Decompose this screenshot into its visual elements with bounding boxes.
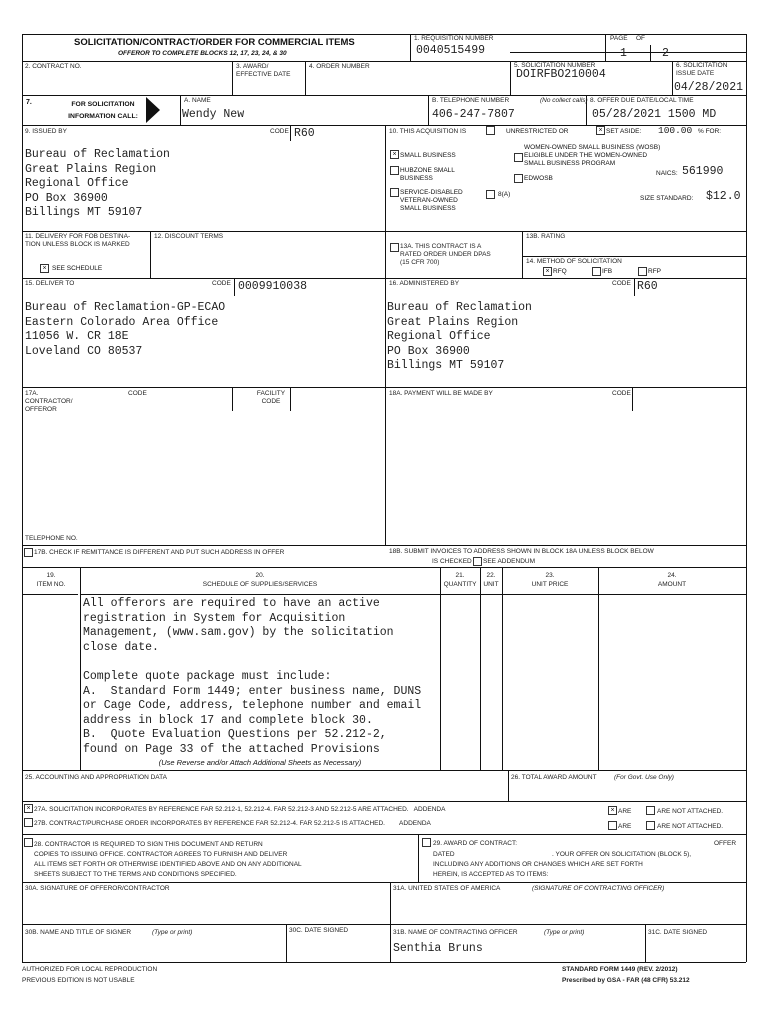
27a-are-not-checkbox[interactable] — [646, 806, 655, 815]
unrestricted-checkbox[interactable] — [486, 126, 495, 135]
administered-by-code[interactable]: R60 — [637, 280, 658, 293]
deliver-to-address: Bureau of Reclamation-GP-ECAO Eastern Colorado Area Office 11056 W. CR 18E Loveland CO 80537 — [25, 301, 226, 358]
solicitation-number-label: 5. SOLICITATION NUMBER — [514, 62, 596, 69]
8a-label: 8(A) — [498, 191, 511, 198]
issue-date[interactable]: 04/28/2021 — [674, 81, 744, 94]
form-title: SOLICITATION/CONTRACT/ORDER FOR COMMERCIAL ITEMS — [74, 37, 355, 48]
28-checkbox[interactable] — [24, 838, 33, 847]
col-21-num: 21. — [455, 572, 465, 579]
naics-code[interactable]: 561990 — [682, 165, 724, 178]
of-label: OF — [636, 35, 646, 42]
27a-are-not-label: ARE NOT ATTACHED. — [657, 808, 724, 815]
contractor-code-label: CODE — [128, 390, 147, 397]
rated-order-label: 13A. THIS CONTRACT IS A RATED ORDER UNDER DPAS (15 CFR 700) — [400, 243, 491, 266]
size-standard[interactable]: $12.0 — [706, 190, 741, 203]
form-number: STANDARD FORM 1449 (REV. 2/2012) — [562, 966, 678, 973]
small-business-checkbox[interactable]: × — [390, 150, 399, 159]
unrestricted-label: UNRESTRICTED OR — [506, 128, 569, 135]
col-item-no: ITEM NO. — [36, 581, 66, 588]
administered-by-address: Bureau of Reclamation Great Plains Region Regional Office PO Box 36900 Billings MT 59107 — [387, 301, 532, 372]
8a-checkbox[interactable] — [486, 190, 495, 199]
sdvosb-label: SERVICE-DISABLED VETERAN-OWNED SMALL BUSINESS — [400, 189, 463, 212]
set-aside-label: SET ASIDE: — [606, 128, 642, 135]
solicitation-info-label: FOR SOLICITATION INFORMATION CALL: — [68, 101, 138, 120]
administered-by-code-label: CODE — [612, 280, 631, 287]
issue-date-label: 6. SOLICITATION ISSUE DATE — [676, 62, 728, 77]
offer-due-date[interactable]: 05/28/2021 1500 MD — [592, 108, 717, 121]
solicitation-number[interactable]: DOIRFBO210004 — [516, 68, 606, 81]
see-addendum-label: SEE ADDENDUM — [483, 558, 536, 565]
acquisition-label: 10. THIS ACQUISITION IS — [389, 128, 467, 135]
method-label: 14. METHOD OF SOLICITATION — [526, 258, 622, 265]
previous-edition: PREVIOUS EDITION IS NOT USABLE — [22, 977, 135, 984]
facility-code-label: FACILITY CODE — [256, 390, 286, 405]
herein-label: HEREIN, IS ACCEPTED AS TO ITEMS: — [433, 871, 549, 878]
payment-code-label: CODE — [612, 390, 631, 397]
arrow-right-icon — [146, 97, 160, 123]
page-number: 1 — [620, 47, 627, 60]
rfq-label: RFQ — [553, 268, 567, 275]
27b-are-checkbox[interactable] — [608, 821, 617, 830]
award-contract-label: 29. AWARD OF CONTRACT: — [433, 840, 518, 847]
rfq-checkbox[interactable]: × — [543, 267, 552, 276]
form-subtitle: OFFEROR TO COMPLETE BLOCKS 12, 17, 23, 24, & 30 — [118, 50, 287, 57]
27b-label: 27B. CONTRACT/PURCHASE ORDER INCORPORATES BY REFERENCE FAR 52.212-4. FAR 52.212-5 IS ATTACHED. ADDENDA — [34, 820, 431, 827]
award-date-label: 3. AWARD/ EFFECTIVE DATE — [236, 63, 291, 78]
27a-label: 27A. SOLICITATION INCORPORATES BY REFERENCE FAR 52.212-1, 52.212-4. FAR 52.212-3 AND 52.212-5 ARE ATTACHED. ADDENDA — [34, 806, 446, 813]
rfp-label: RFP — [648, 268, 661, 275]
date-signed-label: 30C. DATE SIGNED — [289, 927, 349, 934]
name-label: A. NAME — [184, 97, 211, 104]
including-label: INCLUDING ANY ADDITIONS OR CHANGES WHICH ARE SET FORTH — [433, 861, 643, 868]
signer-name-note: (Type or print) — [152, 929, 193, 936]
col-unit: UNIT — [483, 581, 499, 588]
col-20-num: 20. — [255, 572, 265, 579]
us-america-note: (SIGNATURE OF CONTRACTING OFFICER) — [532, 885, 665, 892]
small-business-label: SMALL BUSINESS — [400, 152, 456, 159]
delivery-label: 11. DELIVERY FOR FOB DESTINA- TION UNLESS BLOCK IS MARKED — [25, 233, 131, 248]
wosb-checkbox[interactable] — [514, 153, 523, 162]
col-23-num: 23. — [545, 572, 555, 579]
offer-due-label: 8. OFFER DUE DATE/LOCAL TIME — [590, 97, 694, 104]
rfp-checkbox[interactable] — [638, 267, 647, 276]
contact-name[interactable]: Wendy New — [182, 108, 245, 121]
27a-are-label: ARE — [618, 808, 632, 815]
sdvosb-checkbox[interactable] — [390, 188, 399, 197]
rated-order-checkbox[interactable] — [390, 243, 399, 252]
total-award-note: (For Govt. Use Only) — [614, 774, 674, 781]
dated-label: DATED — [433, 851, 455, 858]
issued-by-code-label: CODE — [270, 128, 289, 135]
requisition-number[interactable]: 0040515499 — [416, 44, 486, 57]
col-quantity: QUANTITY — [443, 581, 477, 588]
col-24-num: 24. — [667, 572, 677, 579]
29-checkbox[interactable] — [422, 838, 431, 847]
edwosb-checkbox[interactable] — [514, 174, 523, 183]
remittance-checkbox[interactable] — [24, 548, 33, 557]
schedule-description: All offerors are required to have an active registration in System for Acquisition Management, (www.sam.gov) by the solicitation close date. Complete quote package must include: A. Standard Form 1449; enter business name, DUNS or Cage Code, address, telephone number and email address in block 17 and complete block 30. B. Quote Evaluation Questions per 52.212-2, found on Page 33 of the attached Provisions — [83, 597, 422, 756]
rating-label: 13B. RATING — [526, 233, 566, 240]
your-offer-label: . YOUR OFFER ON SOLICITATION (BLOCK 5), — [552, 851, 692, 858]
col-22-num: 22. — [486, 572, 496, 579]
ifb-checkbox[interactable] — [592, 267, 601, 276]
contractor-label: 17A. CONTRACTOR/ OFFEROR — [25, 390, 73, 413]
contact-phone[interactable]: 406-247-7807 — [432, 108, 515, 121]
percent-for-label: % FOR: — [698, 128, 722, 135]
col-schedule: SCHEDULE OF SUPPLIES/SERVICES — [202, 581, 318, 588]
size-standard-label: SIZE STANDARD: — [640, 195, 694, 202]
signer-name-label: 30B. NAME AND TITLE OF SIGNER — [25, 929, 132, 936]
wosb-label: WOMEN-OWNED SMALL BUSINESS (WOSB) ELIGIBLE UNDER THE WOMEN-OWNED SMALL BUSINESS PROGRAM — [524, 144, 661, 167]
administered-by-label: 16. ADMINISTERED BY — [389, 280, 460, 287]
prescribed-by: Prescribed by GSA - FAR (48 CFR) 53.212 — [562, 977, 690, 984]
27b-are-not-label: ARE NOT ATTACHED. — [657, 823, 724, 830]
page-label: PAGE — [610, 35, 628, 42]
requisition-label: 1. REQUISITION NUMBER — [414, 35, 494, 42]
edwosb-label: EDWOSB — [524, 175, 553, 182]
accounting-label: 25. ACCOUNTING AND APPROPRIATION DATA — [25, 774, 167, 781]
27a-checkbox[interactable]: × — [24, 804, 33, 813]
set-aside-checkbox[interactable]: × — [596, 126, 605, 135]
col-unit-price: UNIT PRICE — [531, 581, 569, 588]
27b-checkbox[interactable] — [24, 818, 33, 827]
signature-label: 30A. SIGNATURE OF OFFEROR/CONTRACTOR — [25, 885, 170, 892]
28-text: 28. CONTRACTOR IS REQUIRED TO SIGN THIS DOCUMENT AND RETURN COPIES TO ISSUING OFFICE. CONTRACTOR AGREES TO FURNISH AND DELIVER ALL ITEMS SET FORTH OR OTHERWISE IDENTIFIED ABOVE AND ON ANY ADDITIONAL SHEETS SUBJECT TO THE TERMS AND CONDITIONS SPECIFIED. — [34, 841, 302, 878]
contracting-officer-name[interactable]: Senthia Bruns — [393, 942, 483, 955]
submit-invoices-label: 18B. SUBMIT INVOICES TO ADDRESS SHOWN IN BLOCK 18A UNLESS BLOCK BELOW — [389, 548, 654, 555]
27b-are-not-checkbox[interactable] — [646, 821, 655, 830]
naics-label: NAICS: — [656, 170, 678, 177]
set-aside-percent[interactable]: 100.00 — [658, 125, 693, 136]
reverse-note: (Use Reverse and/or Attach Additional Sheets as Necessary) — [158, 758, 362, 767]
see-schedule-label: SEE SCHEDULE — [52, 265, 103, 272]
telephone-label: B. TELEPHONE NUMBER — [432, 97, 510, 104]
deliver-to-label: 15. DELIVER TO — [25, 280, 75, 287]
col-amount: AMOUNT — [657, 581, 687, 588]
27b-are-label: ARE — [618, 823, 632, 830]
contract-no-label: 2. CONTRACT NO. — [25, 63, 82, 70]
order-number-label: 4. ORDER NUMBER — [309, 63, 370, 70]
discount-terms-label: 12. DISCOUNT TERMS — [154, 233, 224, 240]
27a-are-checkbox[interactable]: × — [608, 806, 617, 815]
deliver-to-code[interactable]: 0009910038 — [238, 280, 308, 293]
no-collect-note: (No collect calls) — [540, 97, 588, 104]
remittance-label: 17B. CHECK IF REMITTANCE IS DIFFERENT AND PUT SUCH ADDRESS IN OFFER — [34, 549, 285, 556]
us-america-label: 31A. UNITED STATES OF AMERICA — [393, 885, 501, 892]
offer-label: OFFER — [714, 840, 737, 847]
ifb-label: IFB — [602, 268, 613, 275]
block-7-number: 7. — [26, 99, 32, 106]
is-checked-label: IS CHECKED — [432, 558, 472, 565]
contracting-officer-label: 31B. NAME OF CONTRACTING OFFICER — [393, 929, 518, 936]
contracting-officer-note: (Type or print) — [544, 929, 585, 936]
see-schedule-checkbox[interactable]: × — [40, 264, 49, 273]
see-addendum-checkbox[interactable] — [473, 557, 482, 566]
authorized-reproduction: AUTHORIZED FOR LOCAL REPRODUCTION — [22, 966, 158, 973]
hubzone-checkbox[interactable] — [390, 166, 399, 175]
deliver-to-code-label: CODE — [212, 280, 231, 287]
hubzone-label: HUBZONE SMALL BUSINESS — [400, 167, 455, 182]
page-total: 2 — [662, 47, 669, 60]
payment-by-label: 18A. PAYMENT WILL BE MADE BY — [389, 390, 493, 397]
issued-by-address: Bureau of Reclamation Great Plains Region Regional Office PO Box 36900 Billings MT 59107 — [25, 148, 170, 219]
date-signed-31c-label: 31C. DATE SIGNED — [648, 929, 708, 936]
total-award-label: 26. TOTAL AWARD AMOUNT — [511, 774, 597, 781]
issued-by-label: 9. ISSUED BY — [25, 128, 67, 135]
col-19-num: 19. — [46, 572, 56, 579]
telephone-no-label: TELEPHONE NO. — [25, 535, 78, 542]
issued-by-code[interactable]: R60 — [294, 127, 315, 140]
